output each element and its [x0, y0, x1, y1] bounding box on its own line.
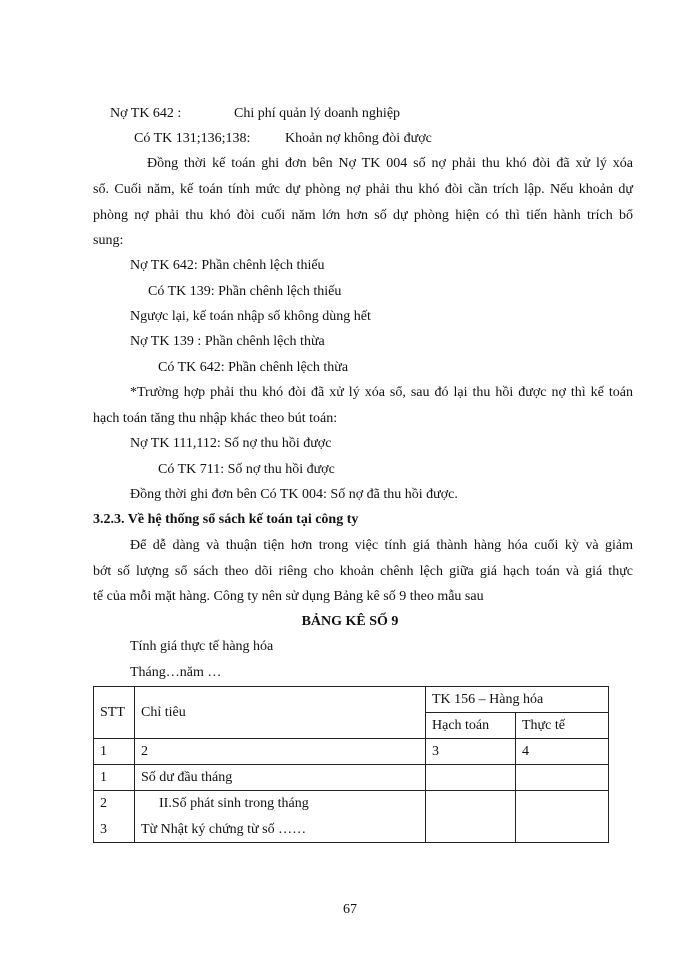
- entry-credit-139: Có TK 139: Phần chênh lệch thiếu: [148, 284, 342, 299]
- cell: 2: [135, 739, 426, 765]
- cell: [94, 791, 135, 843]
- table-title: BẢNG KÊ SỐ 9: [301, 614, 399, 629]
- paragraph-3-line-2: bớt số lượng sổ sách theo dõi riêng cho khoản chênh lệch giữa giá hạch toán và giá thực: [93, 564, 633, 579]
- table-subtitle: Tính giá thực tế hàng hóa: [130, 639, 274, 654]
- cell: [516, 765, 609, 791]
- entry-debit-139: Nợ TK 139 : Phần chênh lệch thừa: [130, 334, 325, 349]
- header-chi-tieu: Chỉ tiêu: [135, 687, 426, 739]
- table-row: [94, 765, 609, 791]
- cell: Số dư đầu tháng: [135, 765, 426, 791]
- entry-credit-642: Có TK 642: Phần chênh lệch thừa: [158, 360, 349, 375]
- cell: [135, 791, 426, 843]
- paragraph-1-line-3: phòng nợ phải thu khó đòi cuối năm lớn hơn số dự phòng hiện có thì tiến hành trích bổ: [93, 208, 633, 223]
- table-row: [94, 739, 609, 765]
- entry-debit-111: Nợ TK 111,112: Số nợ thu hồi được: [130, 436, 332, 451]
- row-number-3: 3: [100, 822, 107, 837]
- debit-account: Nợ TK 642 :: [110, 106, 182, 121]
- header-stt: STT: [94, 687, 135, 739]
- credit-line-131: Có TK 131;136;138:: [134, 131, 251, 146]
- ledger-table: [93, 686, 609, 843]
- debit-desc-642: Chi phí quản lý doanh nghiệp: [234, 106, 401, 121]
- reverse-note: Ngược lại, kế toán nhập số không dùng hết: [130, 309, 371, 324]
- cell: 4: [516, 739, 609, 765]
- cell: [426, 791, 516, 843]
- cell: 1: [94, 739, 135, 765]
- header-hach-toan: Hạch toán: [426, 713, 516, 739]
- row-label-3: Từ Nhật ký chứng từ số ……: [141, 822, 307, 837]
- paragraph-2-line-1: *Trường hợp phải thu khó đòi đã xử lý xóa sổ, sau đó lại thu hồi được nợ thì kế toán: [130, 385, 633, 400]
- cell: 3: [426, 739, 516, 765]
- row-number-2: 2: [100, 796, 107, 811]
- header-tk156: TK 156 – Hàng hóa: [426, 687, 609, 713]
- cell: [426, 765, 516, 791]
- cell: 1: [94, 765, 135, 791]
- credit-desc-131: Khoản nợ không đòi được: [285, 131, 432, 146]
- entry-debit-642: Nợ TK 642: Phần chênh lệch thiếu: [130, 258, 325, 273]
- section-heading: 3.2.3. Về hệ thống sổ sách kế toán tại công ty: [93, 512, 359, 527]
- table-period: Tháng…năm …: [130, 665, 222, 680]
- header-thuc-te: Thực tế: [516, 713, 609, 739]
- paragraph-2-line-2: hạch toán tăng thu nhập khác theo bút toán:: [93, 411, 338, 426]
- table-row: [94, 791, 609, 843]
- row-label-2: II.Số phát sinh trong tháng: [159, 796, 309, 811]
- debit-line-642: [110, 105, 181, 123]
- page-number: 67: [343, 902, 357, 917]
- entry-memo-004: Đồng thời ghi đơn bên Có TK 004: Số nợ đã thu hồi được.: [130, 487, 458, 502]
- paragraph-3-line-3: tế của mỗi mặt hàng. Công ty nên sử dụng Bảng kê số 9 theo mẫu sau: [93, 589, 484, 604]
- entry-credit-711: Có TK 711: Số nợ thu hồi được: [158, 462, 335, 477]
- paragraph-3-line-1: Để dễ dàng và thuận tiện hơn trong việc tính giá thành hàng hóa cuối kỳ và giảm: [130, 538, 633, 553]
- paragraph-1-line-1: Đồng thời kế toán ghi đơn bên Nợ TK 004 số nợ phải thu khó đòi đã xử lý xóa: [147, 156, 633, 171]
- cell: [516, 791, 609, 843]
- paragraph-1-line-2: sổ. Cuối năm, kế toán tính mức dự phòng nợ phải thu khó đòi cần trích lập. Nếu khoản dự: [93, 182, 633, 197]
- paragraph-1-line-4: sung:: [93, 233, 124, 248]
